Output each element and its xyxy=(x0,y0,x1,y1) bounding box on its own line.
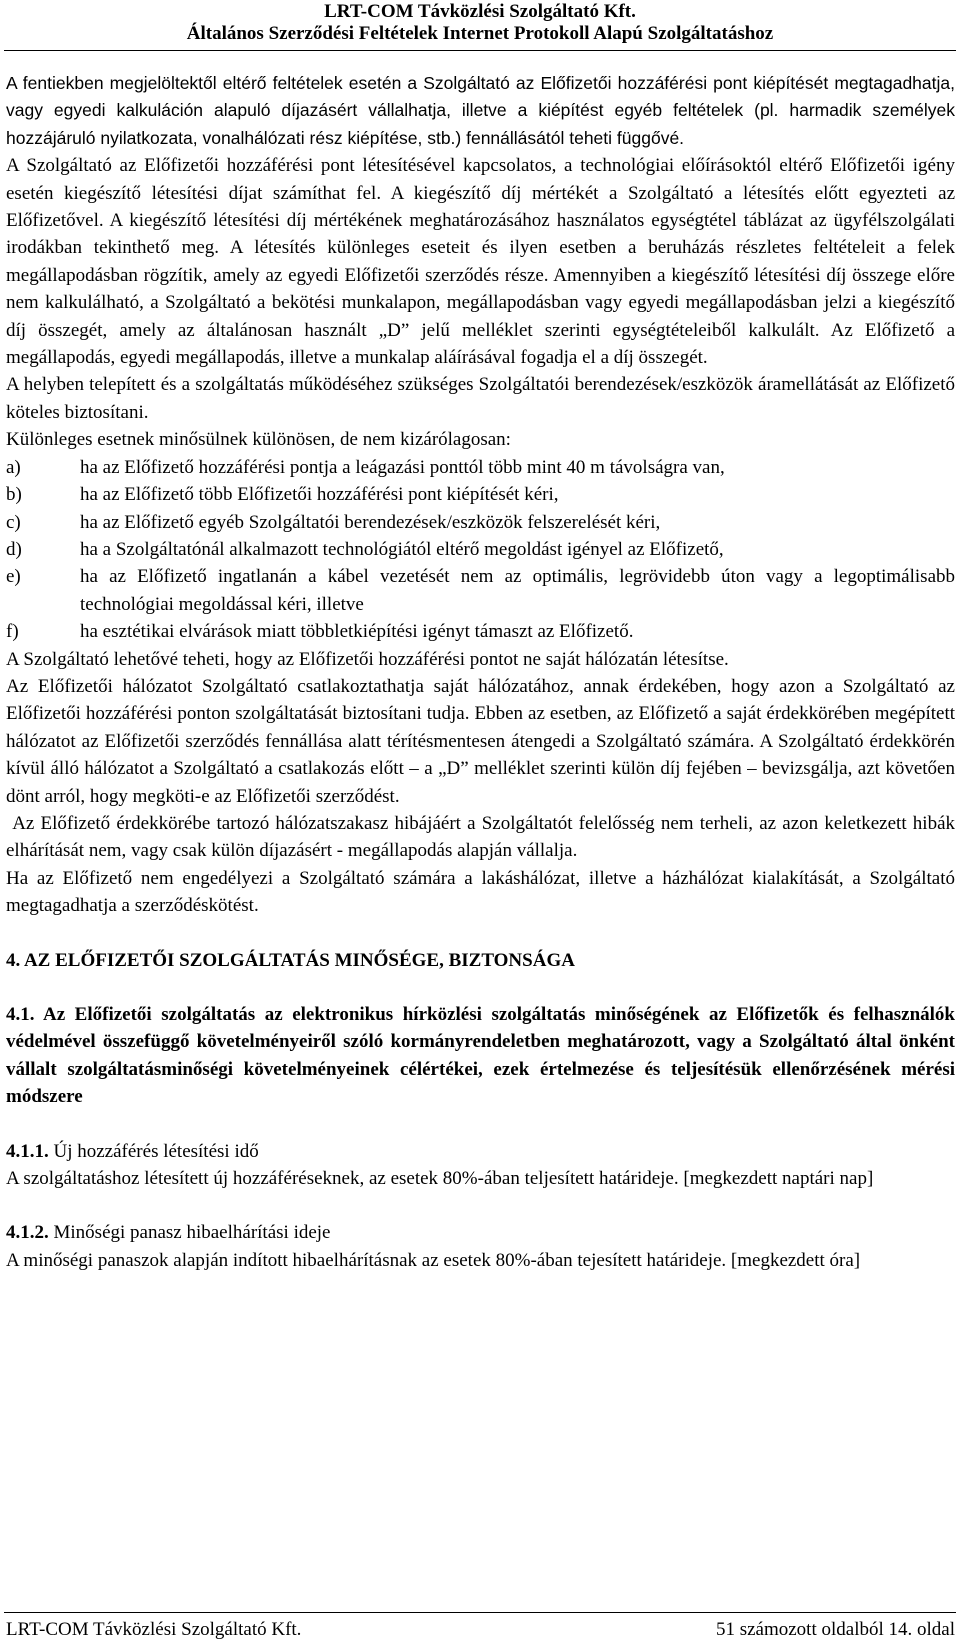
list-item-label: e) xyxy=(6,566,21,588)
paragraph-liability: Az Előfizető érdekkörébe tartozó hálózatszakasz hibájáért a Szolgáltatót felelősség nem terheli, az azon keletkezett hibák elhárítását nem, vagy csak külön díjazásért - megállapodás alapján vállalja. xyxy=(6,812,960,862)
header-document-title: Általános Szerződési Feltételek Internet Protokoll Alapú Szolgáltatáshoz xyxy=(186,23,774,44)
list-item xyxy=(6,481,955,508)
subsection-number: 4.1.2. xyxy=(6,1222,49,1244)
paragraph-subscriber-network: Az Előfizetői hálózatot Szolgáltató csatlakoztathatja saját hálózatához, annak érdekében, hogy azon a Szolgáltató az Előfizetői hozzáférési ponton szolgáltatását biztosítani tudja. Ebben az esetben, az Előfizető a saját érdekkörében megépített hálózatot az Előfizetői szerződés fennállása alatt térítésmentesen átengedi a Szolgáltató számára. A Szolgáltató érdekkörén kívül álló hálózatot a Szolgáltató a csatlakozás előtt – a „D” melléklet szerinti külön díj fejében – bevizsgálja, azt követően dönt arról, hogy megköti-e az Előfizetői szerződést. xyxy=(6,675,955,807)
subsection-4-1-1-heading xyxy=(6,1138,955,1165)
list-item xyxy=(6,536,955,563)
subsection-heading: 4.1. Az Előfizetői szolgáltatás az elektronikus hírközlési szolgáltatás minőségének az Előfizetők és felhasználók védelmével összefüggő követelményeiről szóló kormányrendeletben meghatározott, vagy a Szolgáltató által önként vállalt szolgáltatásminőségi követelményeinek célértékei, ezek értelmezése és teljesítésük ellenőrzésének mérési módszere xyxy=(6,1004,955,1108)
header-company: LRT-COM Távközlési Szolgáltató Kft. xyxy=(324,1,636,22)
list-item-text: ha az Előfizető egyéb Szolgáltatói berendezések/eszközök felszerelését kéri, xyxy=(80,511,661,533)
footer-page-number: 51 számozott oldalból 14. oldal xyxy=(715,1619,955,1640)
list-item-text: ha az Előfizető több Előfizetői hozzáférési pont kiépítését kéri, xyxy=(80,484,559,506)
subsection-number: 4.1.1. xyxy=(6,1140,49,1162)
list-item-text: ha esztétikai elvárások miatt többletkiépítési igényt támaszt az Előfizető. xyxy=(80,621,634,643)
footer-company: LRT-COM Távközlési Szolgáltató Kft. xyxy=(6,1619,302,1640)
list-item-label: c) xyxy=(6,511,21,533)
list-item-label: f) xyxy=(6,621,19,643)
paragraph-power-supply: A helyben telepített és a szolgáltatás működéséhez szükséges Szolgáltatói berendezések/eszközök áramellátását az Előfizető köteles biztosítani. xyxy=(6,374,955,423)
subsection-4-1-2-text: A minőségi panaszok alapján indított hibaelhárításnak az esetek 80%-ában tejesített határideje. [megkezdett óra] xyxy=(6,1249,861,1271)
list-item-label: a) xyxy=(6,456,21,478)
document-body xyxy=(6,70,960,1274)
list-item-text: ha az Előfizető hozzáférési pontja a leágazási ponttól több mint 40 m távolságra van, xyxy=(80,456,725,478)
list-item-text: ha az Előfizető ingatlanán a kábel vezetését nem az optimális, legrövidebb úton vagy a legoptimálisabb technológiai megoldással kéri, illetve xyxy=(80,566,955,615)
paragraph-supplementary-fee: A Szolgáltató az Előfizetői hozzáférési pont létesítésével kapcsolatos, a technológiai előírásoktól eltérő Előfizetői igény esetén kiegészítő létesítési díjat számíthat fel. A kiegészítő díj mértékét a Szolgáltató a létesítés előtt egyezteti az Előfizetővel. A kiegészítő létesítési díj mértékének meghatározásához használatos egységtétel táblázat az ügyfélszolgálati irodákban tekinthető meg. A létesítés különleges eseteit és ilyen esetben a beruházás részletes feltételeit a felek megállapodásban rögzítik, amely az egyedi Előfizetői szerződés része. Amennyiben a kiegészítő létesítési díj összege előre nem kalkulálható, a Szolgáltató a bekötési munkalapon, megállapodásban vagy egyedi megállapodásban jelzi a kiegészítő díj összegét, amely az általánosan használt „D” jelű melléklet szerinti egységtételeiből kalkulált. Az Előfizető a megállapodás, egyedi megállapodás, illetve a munkalap aláírásával fogadja el a díj összegét. xyxy=(6,155,955,369)
paragraph-special-cases-intro: Különleges esetnek minősülnek különösen, de nem kizárólagosan: xyxy=(6,429,511,451)
special-cases-list xyxy=(6,454,955,646)
paragraph-own-network: A Szolgáltató lehetővé teheti, hogy az Előfizetői hozzáférési pontot ne saját hálózatán létesítse. xyxy=(6,648,729,670)
list-item-text: ha a Szolgáltatónál alkalmazott technológiától eltérő megoldást igényel az Előfizető, xyxy=(80,538,724,560)
list-item xyxy=(6,618,955,645)
subsection-title: Minőségi panasz hibaelhárítási ideje xyxy=(48,1222,331,1244)
list-item xyxy=(6,454,955,481)
list-item xyxy=(6,563,955,618)
header-divider xyxy=(4,50,956,51)
list-item-label: b) xyxy=(6,484,22,506)
footer-divider xyxy=(4,1612,956,1613)
section-heading: 4. AZ ELŐFIZETŐI SZOLGÁLTATÁS MINŐSÉGE, BIZTONSÁGA xyxy=(6,949,575,971)
subsection-title: Új hozzáférés létesítési idő xyxy=(48,1140,259,1162)
subsection-4-1-2-heading xyxy=(6,1219,955,1246)
list-item xyxy=(6,509,955,536)
list-item-label: d) xyxy=(6,538,22,560)
paragraph-refusal-conditions: A fentiekben megjelöltektől eltérő feltételek esetén a Szolgáltató az Előfizetői hozzáférési pont kiépítését megtagadhatja, vagy egyedi kalkuláción alapuló díjazásért vállalhatja, illetve a kiépítést egyéb feltételek (pl. harmadik személyek hozzájáruló nyilatkozata, vonalhálózati rész kiépítése, stb.) fennállásától teheti függővé. xyxy=(6,73,955,148)
subsection-4-1-1-text: A szolgáltatáshoz létesített új hozzáféréseknek, az esetek 80%-ában teljesített határideje. [megkezdett naptári nap] xyxy=(6,1168,874,1190)
paragraph-refusal-contract: Ha az Előfizető nem engedélyezi a Szolgáltató számára a lakáshálózat, illetve a házhálózat kialakítását, a Szolgáltató megtagadhatja a szerződéskötést. xyxy=(6,867,955,917)
